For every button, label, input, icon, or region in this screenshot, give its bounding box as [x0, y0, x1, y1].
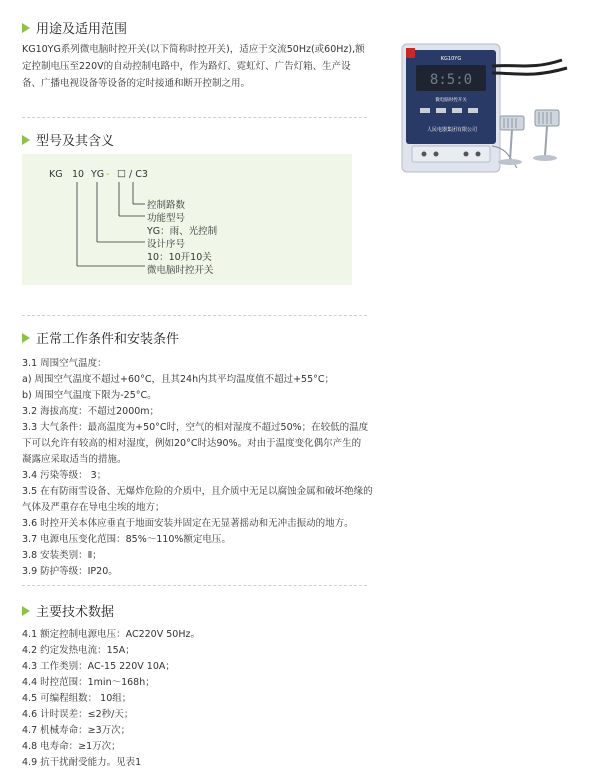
conditions-list	[22, 356, 373, 580]
condition-line: 3.1 周围空气温度：	[22, 358, 107, 369]
lcd-digits: 8:5:0	[429, 72, 473, 88]
section-title-model	[22, 130, 114, 149]
model-code-10: 10	[72, 169, 85, 180]
triangle-bullet-icon	[22, 135, 30, 145]
model-label-10: 10：10开10关	[147, 252, 212, 263]
button-icon	[468, 108, 478, 113]
triangle-bullet-icon	[22, 333, 30, 343]
condition-line: 3.6 时控开关本体应垂直于地面安装并固定在无显著摇动和无冲击振动的地方。	[22, 518, 354, 529]
condition-line: a) 周围空气温度不超过+60°C，且其24h内其平均温度值不超过+55°C；	[22, 374, 335, 385]
sensor-icon	[498, 116, 524, 165]
condition-line: 3.7 电源电压变化范围：85%～110%额定电压。	[22, 534, 231, 545]
condition-line: 下可以允许有较高的相对湿度，例如20°C时达90%。对由于温度变化偶尔产生的	[22, 438, 362, 449]
brand-text: 人民电器集团有限公司	[426, 127, 478, 133]
model-label-yg: YG：雨、光控制	[147, 226, 218, 237]
divider	[22, 585, 367, 586]
section-title-conditions	[22, 328, 179, 347]
condition-line: 凝露应采取适当的措施。	[22, 454, 127, 465]
spec-line: 4.2 约定发热电流：15A；	[22, 645, 135, 656]
section-title-text: 用途及适用范围	[36, 22, 128, 37]
condition-line: 3.9 防护等级：IP20。	[22, 566, 118, 577]
sensor-icon	[533, 110, 559, 161]
condition-line: 3.3 大气条件：最高温度为+50°C时，空气的相对湿度不超过50%；在较低的温度	[22, 422, 369, 433]
panel-label: 微电脑时控开关	[435, 98, 467, 103]
product-image	[392, 38, 577, 178]
divider	[22, 315, 367, 316]
triangle-bullet-icon	[22, 606, 30, 616]
usage-line: KG10YG系列微电脑时控开关(以下简称时控开关)，适应于交流50Hz(或60Hz),额	[22, 44, 365, 55]
model-code-box: □	[117, 168, 126, 179]
model-code-c3: / C3	[129, 169, 148, 180]
spec-line: 4.5 可编程组数： 10组；	[22, 693, 132, 704]
logo-icon	[406, 48, 415, 58]
button-icon	[452, 108, 462, 113]
triangle-bullet-icon	[22, 23, 30, 33]
divider	[22, 117, 367, 118]
model-label-channels: 控制路数	[147, 200, 186, 211]
condition-line: b) 周围空气温度下限为-25°C。	[22, 390, 157, 401]
condition-line: 3.8 安装类别：Ⅱ；	[22, 550, 102, 561]
usage-line: 备、广播电视设备等设备的定时接通和断开控制之用。	[22, 78, 251, 89]
specs-list	[22, 627, 367, 771]
model-code-yg: YG	[91, 169, 105, 180]
model-label-function: 功能型号	[147, 213, 186, 224]
usage-line: 定控制电压至220V的自动控制电路中，作为路灯、霓虹灯、广告灯箱、生产设	[22, 61, 351, 72]
section-title-text: 型号及其含义	[36, 134, 115, 149]
section-title-specs	[22, 601, 114, 620]
cable-icon	[492, 60, 562, 66]
spec-line: 4.1 额定控制电源电压：AC220V 50Hz。	[22, 629, 200, 640]
spec-line: 4.4 时控范围：1min～168h；	[22, 677, 155, 688]
model-label: KG10YG	[440, 56, 462, 62]
condition-line: 3.4 污染等级： 3；	[22, 470, 107, 481]
section-title-text: 正常工作条件和安装条件	[36, 332, 180, 347]
condition-line: 3.2 海拔高度：不超过2000m；	[22, 406, 160, 417]
spec-line: 4.8 电寿命：≥1万次；	[22, 741, 121, 752]
model-label-design: 设计序号	[147, 239, 186, 250]
button-icon	[420, 108, 430, 113]
section-title-usage	[22, 18, 127, 37]
model-code-kg: KG	[49, 169, 63, 180]
section-title-text: 主要技术数据	[36, 605, 115, 620]
spec-line: 4.3 工作类别：AC-15 220V 10A；	[22, 661, 175, 672]
model-label-device: 微电脑时控开关	[147, 265, 214, 276]
condition-line: 气体及严重存在导电尘埃的地方；	[22, 502, 165, 513]
button-icon	[436, 108, 446, 113]
condition-line: 3.5 在有防雨雪设备、无爆炸危险的介质中，且介质中无足以腐蚀金属和破坏绝缘的	[22, 486, 373, 497]
usage-paragraph	[22, 41, 367, 92]
spec-line: 4.7 机械寿命：≥3万次；	[22, 725, 131, 736]
spec-line: 4.6 计时误差：≤2秒/天；	[22, 709, 134, 720]
spec-line: 4.9 抗干扰耐受能力。见表1	[22, 757, 142, 768]
model-code-dash: -	[106, 169, 110, 180]
